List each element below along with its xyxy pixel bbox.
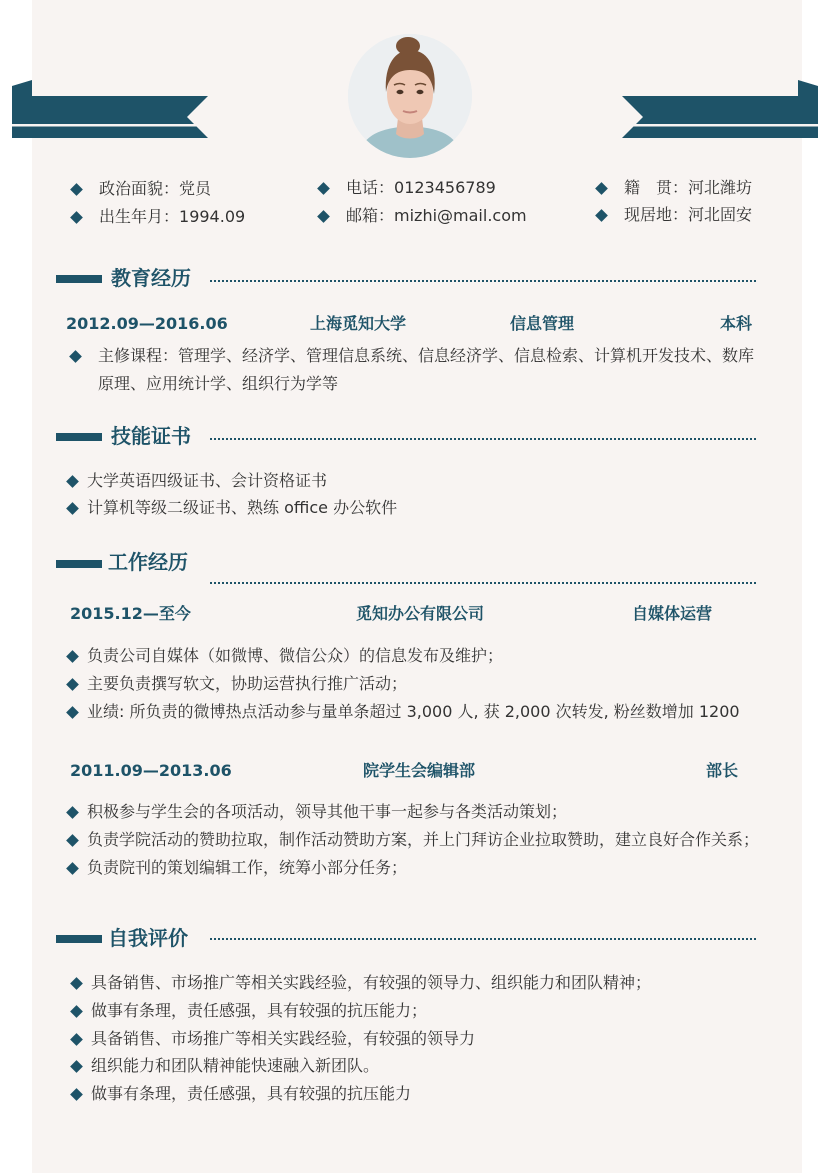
info-email-value[interactable]: mizhi@mail.com [394, 206, 527, 225]
info-birth-value: 1994.09 [179, 207, 246, 226]
section-divider [210, 280, 756, 282]
self-eval-item [72, 975, 651, 991]
job-item-text: 负责学院活动的赞助拉取，制作活动赞助方案，并上门拜访企业拉取赞助，建立良好合作关系； [87, 830, 760, 849]
diamond-icon [66, 834, 79, 847]
resume-page [32, 0, 802, 1173]
job-item-text: 负责院刊的策划编辑工作，统筹小部分任务； [87, 858, 408, 877]
self-eval-item [72, 1058, 379, 1074]
right-ribbon-decoration [608, 80, 818, 142]
education-period: 2012.09—2016.06 [66, 314, 228, 333]
self-eval-item-text: 组织能力和团队精神能快速融入新团队。 [91, 1056, 380, 1075]
job-item [68, 648, 503, 664]
section-divider [210, 938, 756, 940]
diamond-icon [70, 211, 83, 224]
info-political-label: 政治面貌： [99, 179, 180, 198]
self-eval-item-text: 具备销售、市场推广等相关实践经验，有较强的领导力、组织能力和团队精神； [91, 973, 652, 992]
job-org: 院学生会编辑部 [363, 761, 476, 780]
info-residence [597, 207, 752, 223]
self-eval-item-text: 做事有条理，责任感强，具有较强的抗压能力； [91, 1001, 428, 1020]
info-birth-label: 出生年月： [99, 207, 180, 226]
job-org: 觅知办公有限公司 [356, 604, 485, 623]
section-bar [56, 935, 102, 943]
job-role: 部长 [706, 761, 739, 780]
education-degree: 本科 [720, 314, 753, 333]
job-item-text: 业绩: 所负责的微博热点活动参与量单条超过 3,000 人, 获 2,000 次转发, 粉丝数增加 1200 [87, 702, 740, 721]
diamond-icon [70, 1033, 83, 1046]
portrait-icon [348, 34, 472, 158]
diamond-icon [66, 706, 79, 719]
diamond-icon [70, 1005, 83, 1018]
info-residence-label: 现居地： [624, 205, 689, 224]
info-origin [597, 180, 752, 196]
self-eval-item-text: 具备销售、市场推广等相关实践经验，有较强的领导力 [91, 1029, 476, 1048]
skill-item [68, 500, 397, 516]
diamond-icon [70, 977, 83, 990]
job-item-text: 积极参与学生会的各项活动，领导其他干事一起参与各类活动策划； [87, 802, 568, 821]
diamond-icon [69, 350, 82, 363]
skill-item-text: 计算机等级二级证书、熟练 office 办公软件 [87, 498, 398, 517]
education-school: 上海觅知大学 [310, 314, 407, 333]
section-divider [210, 438, 756, 440]
diamond-icon [66, 806, 79, 819]
info-email [319, 208, 527, 224]
profile-photo [348, 34, 472, 158]
diamond-icon [66, 650, 79, 663]
job-item-text: 主要负责撰写软文，协助运营执行推广活动； [87, 674, 408, 693]
info-phone [319, 180, 496, 196]
info-phone-label: 电话： [346, 178, 395, 197]
education-courses [68, 342, 768, 398]
section-bar [56, 433, 102, 441]
diamond-icon [70, 1060, 83, 1073]
self-eval-item [72, 1086, 411, 1102]
skill-item [68, 473, 327, 489]
job-item [68, 832, 759, 848]
skills-title: 技能证书 [111, 424, 191, 448]
diamond-icon [595, 182, 608, 195]
diamond-icon [66, 678, 79, 691]
job-period: 2011.09—2013.06 [70, 761, 232, 780]
job-item [68, 704, 740, 720]
job-item-text: 负责公司自媒体（如微博、微信公众）的信息发布及维护； [87, 646, 504, 665]
job-item [68, 860, 407, 876]
left-ribbon-decoration [12, 80, 222, 142]
diamond-icon [66, 862, 79, 875]
education-major: 信息管理 [510, 314, 575, 333]
diamond-icon [317, 210, 330, 223]
self-eval-item [72, 1031, 475, 1047]
info-origin-label: 籍 贯： [624, 178, 689, 197]
education-courses-text: 主修课程：管理学、经济学、管理信息系统、信息经济学、信息检索、计算机开发技术、数库原理、应用统计学、组织行为学等 [98, 346, 755, 393]
info-political [72, 181, 211, 197]
info-phone-value: 0123456789 [394, 178, 496, 197]
info-email-label: 邮箱： [346, 206, 395, 225]
section-bar [56, 275, 102, 283]
job-role: 自媒体运营 [632, 604, 713, 623]
section-bar [56, 560, 102, 568]
diamond-icon [70, 183, 83, 196]
job-item [68, 804, 567, 820]
info-origin-value: 河北潍坊 [688, 178, 753, 197]
self-eval-item-text: 做事有条理，责任感强，具有较强的抗压能力 [91, 1084, 412, 1103]
diamond-icon [317, 182, 330, 195]
section-divider [210, 582, 756, 584]
diamond-icon [70, 1088, 83, 1101]
info-residence-value: 河北固安 [688, 205, 753, 224]
education-title: 教育经历 [111, 266, 191, 290]
work-title: 工作经历 [108, 550, 188, 574]
job-period: 2015.12—至今 [70, 604, 191, 623]
info-birth [72, 209, 245, 225]
self-eval-item [72, 1003, 427, 1019]
skill-item-text: 大学英语四级证书、会计资格证书 [87, 471, 328, 490]
job-item [68, 676, 407, 692]
self-eval-title: 自我评价 [108, 926, 188, 950]
info-political-value: 党员 [179, 179, 212, 198]
diamond-icon [66, 502, 79, 515]
diamond-icon [66, 475, 79, 488]
diamond-icon [595, 209, 608, 222]
